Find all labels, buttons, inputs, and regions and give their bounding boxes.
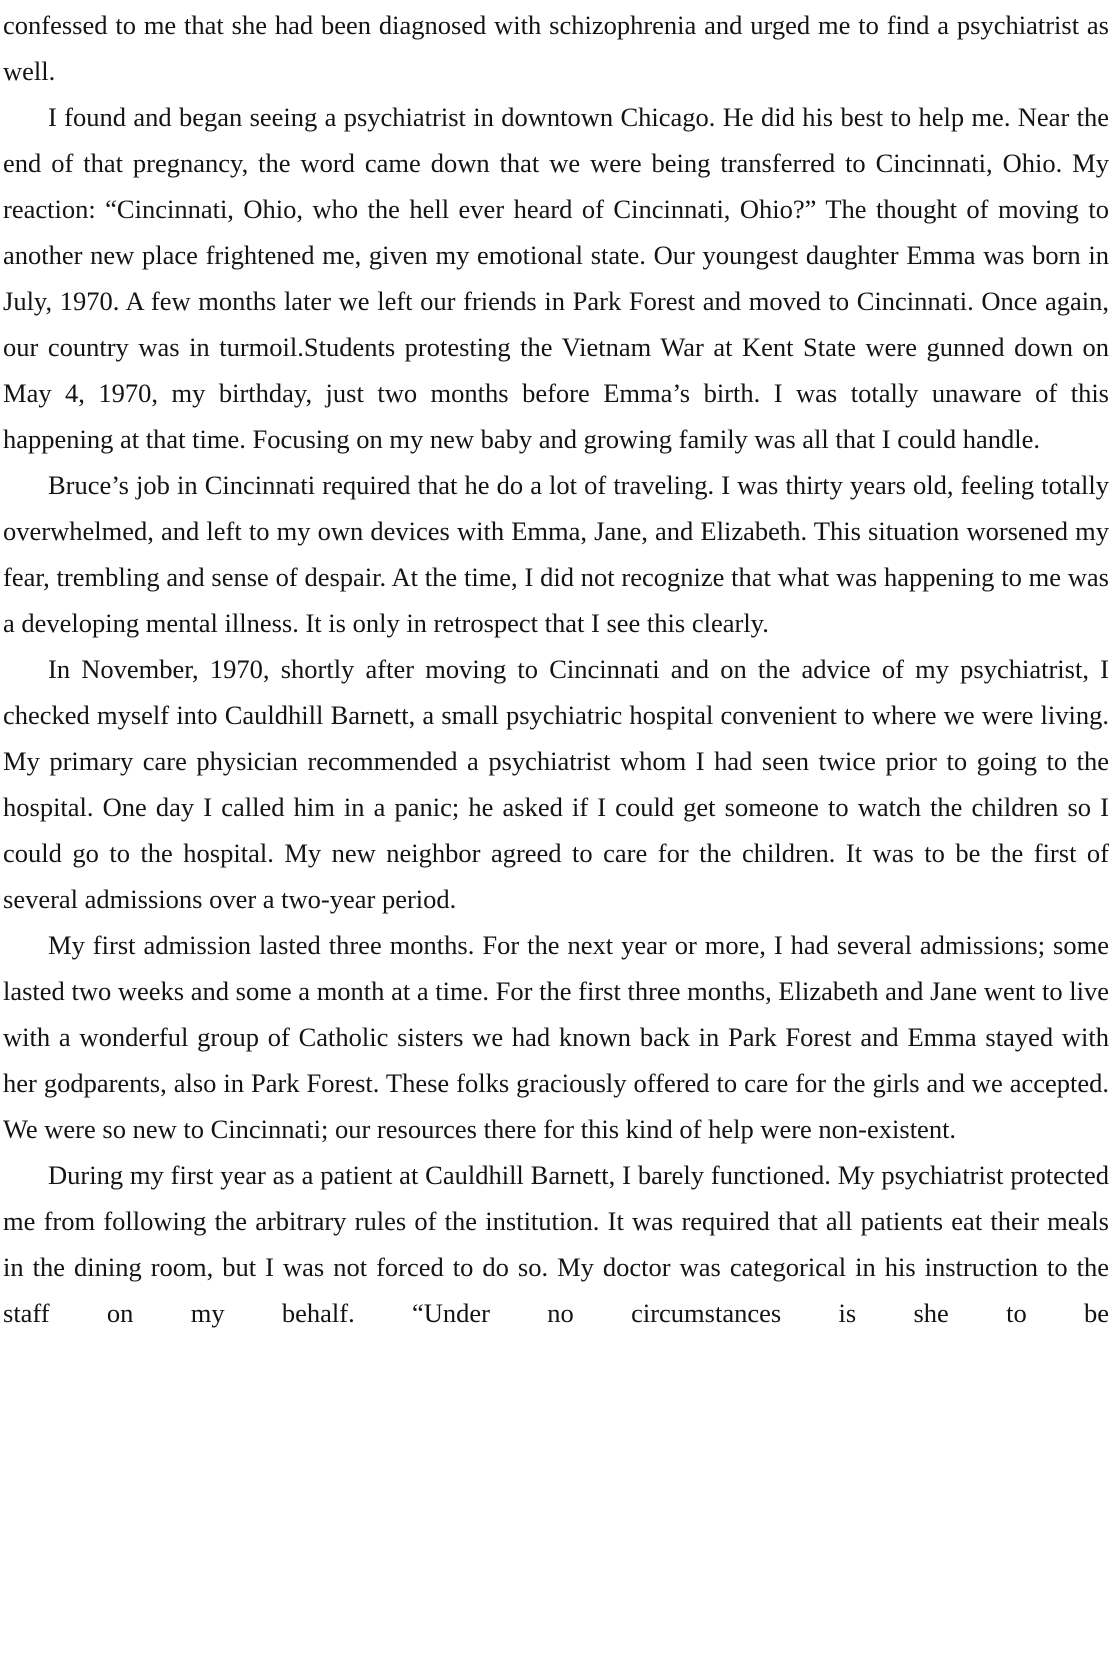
paragraph: Bruce’s job in Cincinnati required that he do a lot of traveling. I was thirty years old, feeling totally overwhelmed, and left to my own devices with Emma, Jane, and Elizabeth. This situation worsened my fear, trembling and sense of despair. At the time, I did not recognize that what was happening to me was a developing mental illness. It is only in retrospect that I see this clearly. [3,470,1109,638]
paragraph: My first admission lasted three months. For the next year or more, I had several admissions; some lasted two weeks and some a month at a time. For the first three months, Elizabeth and Jane went to live with a wonderful group of Catholic sisters we had known back in Park Forest and Emma stayed with her godparents, also in Park Forest. These folks graciously offered to care for the girls and we accepted. We were so new to Cincinnati; our resources there for this kind of help were non-existent. [3,930,1109,1144]
document-page [3,2,1109,1336]
paragraph-continues: During my first year as a patient at Cauldhill Barnett, I barely functioned. My psychiatrist protected me from following the arbitrary rules of the institution. It was required that all patients eat their meals in the dining room, but I was not forced to do so. My doctor was categorical in his instruction to the staff on my behalf. “Under no circumstances is she to be [3,1160,1109,1328]
paragraph-continued: confessed to me that she had been diagnosed with schizophrenia and urged me to find a psychiatrist as well. [3,10,1109,86]
paragraph: I found and began seeing a psychiatrist in downtown Chicago. He did his best to help me. Near the end of that pregnancy, the word came down that we were being transferred to Cincinnati, Ohio. My reaction: “Cincinnati, Ohio, who the hell ever heard of Cincinnati, Ohio?” The thought of moving to another new place frightened me, given my emotional state. Our youngest daughter Emma was born in July, 1970. A few months later we left our friends in Park Forest and moved to Cincinnati. Once again, our country was in turmoil.Students protesting the Vietnam War at Kent State were gunned down on May 4, 1970, my birthday, just two months before Emma’s birth. I was totally unaware of this happening at that time. Focusing on my new baby and growing family was all that I could handle. [3,102,1109,454]
paragraph: In November, 1970, shortly after moving to Cincinnati and on the advice of my psychiatrist, I checked myself into Cauldhill Barnett, a small psychiatric hospital convenient to where we were living. My primary care physician recommended a psychiatrist whom I had seen twice prior to going to the hospital. One day I called him in a panic; he asked if I could get someone to watch the children so I could go to the hospital. My new neighbor agreed to care for the children. It was to be the first of several admissions over a two-year period. [3,654,1109,914]
